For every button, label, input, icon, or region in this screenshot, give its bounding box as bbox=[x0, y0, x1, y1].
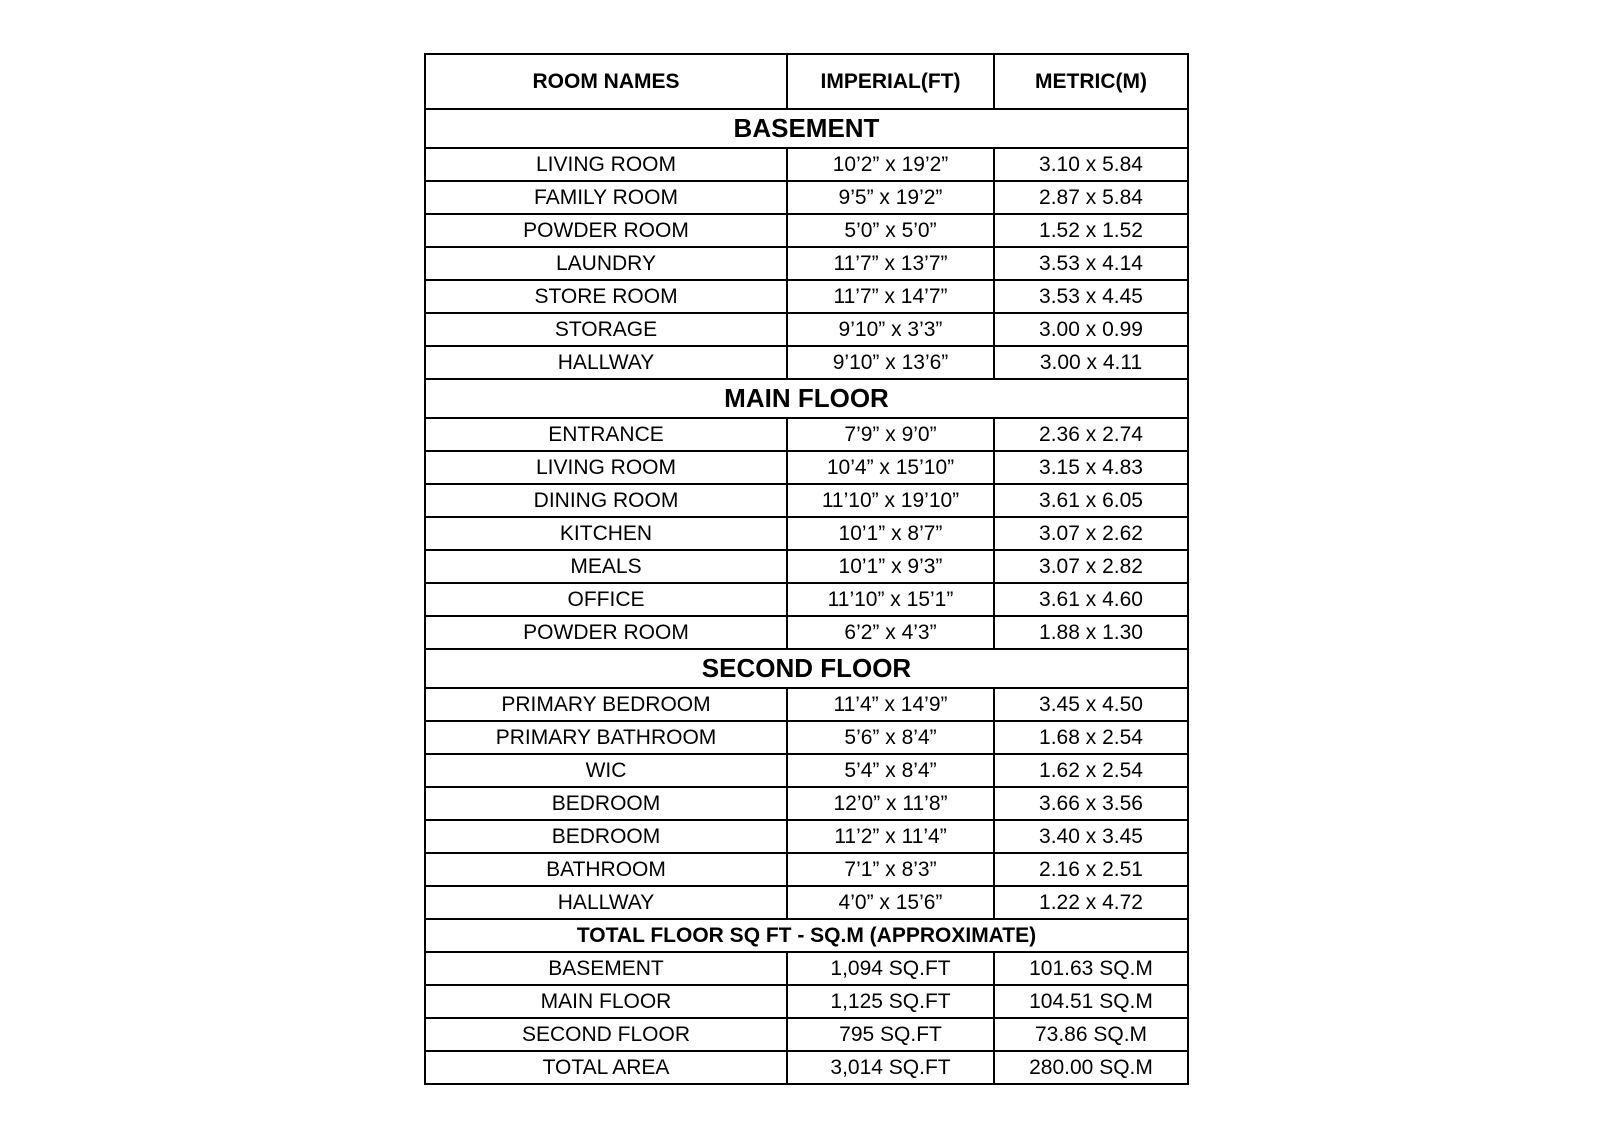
room-row bbox=[425, 280, 1188, 313]
metric-cell: 3.66 x 3.56 bbox=[994, 787, 1188, 820]
room-name-cell: STORAGE bbox=[425, 313, 787, 346]
metric-cell: 3.10 x 5.84 bbox=[994, 148, 1188, 181]
metric-cell: 73.86 SQ.M bbox=[994, 1018, 1188, 1051]
room-name-cell: BASEMENT bbox=[425, 952, 787, 985]
metric-cell: 3.53 x 4.14 bbox=[994, 247, 1188, 280]
imperial-cell: 11’2” x 11’4” bbox=[787, 820, 994, 853]
room-row bbox=[425, 886, 1188, 919]
section-title: MAIN FLOOR bbox=[425, 379, 1188, 418]
room-name-cell: HALLWAY bbox=[425, 346, 787, 379]
header-metric: METRIC(M) bbox=[994, 54, 1188, 109]
imperial-cell: 11’10” x 19’10” bbox=[787, 484, 994, 517]
room-row bbox=[425, 148, 1188, 181]
imperial-cell: 1,094 SQ.FT bbox=[787, 952, 994, 985]
header-row bbox=[425, 54, 1188, 109]
room-name-cell: OFFICE bbox=[425, 583, 787, 616]
metric-cell: 101.63 SQ.M bbox=[994, 952, 1188, 985]
total-row bbox=[425, 1018, 1188, 1051]
metric-cell: 2.16 x 2.51 bbox=[994, 853, 1188, 886]
room-row bbox=[425, 853, 1188, 886]
metric-cell: 1.88 x 1.30 bbox=[994, 616, 1188, 649]
room-name-cell: BATHROOM bbox=[425, 853, 787, 886]
metric-cell: 280.00 SQ.M bbox=[994, 1051, 1188, 1084]
room-row bbox=[425, 346, 1188, 379]
room-dimensions-table bbox=[424, 53, 1189, 1085]
section-header-row bbox=[425, 109, 1188, 148]
room-row bbox=[425, 418, 1188, 451]
metric-cell: 3.40 x 3.45 bbox=[994, 820, 1188, 853]
imperial-cell: 11’7” x 14’7” bbox=[787, 280, 994, 313]
imperial-cell: 10’4” x 15’10” bbox=[787, 451, 994, 484]
room-name-cell: LAUNDRY bbox=[425, 247, 787, 280]
room-name-cell: MEALS bbox=[425, 550, 787, 583]
room-name-cell: PRIMARY BATHROOM bbox=[425, 721, 787, 754]
metric-cell: 1.22 x 4.72 bbox=[994, 886, 1188, 919]
imperial-cell: 5’4” x 8’4” bbox=[787, 754, 994, 787]
metric-cell: 3.45 x 4.50 bbox=[994, 688, 1188, 721]
room-row bbox=[425, 616, 1188, 649]
room-name-cell: HALLWAY bbox=[425, 886, 787, 919]
imperial-cell: 3,014 SQ.FT bbox=[787, 1051, 994, 1084]
room-name-cell: KITCHEN bbox=[425, 517, 787, 550]
metric-cell: 2.87 x 5.84 bbox=[994, 181, 1188, 214]
imperial-cell: 6’2” x 4’3” bbox=[787, 616, 994, 649]
room-row bbox=[425, 451, 1188, 484]
room-name-cell: ENTRANCE bbox=[425, 418, 787, 451]
room-name-cell: WIC bbox=[425, 754, 787, 787]
room-name-cell: LIVING ROOM bbox=[425, 148, 787, 181]
room-row bbox=[425, 721, 1188, 754]
room-name-cell: BEDROOM bbox=[425, 820, 787, 853]
total-row bbox=[425, 952, 1188, 985]
imperial-cell: 9’5” x 19’2” bbox=[787, 181, 994, 214]
total-row bbox=[425, 1051, 1188, 1084]
header-imperial: IMPERIAL(FT) bbox=[787, 54, 994, 109]
metric-cell: 1.52 x 1.52 bbox=[994, 214, 1188, 247]
metric-cell: 3.61 x 6.05 bbox=[994, 484, 1188, 517]
room-name-cell: PRIMARY BEDROOM bbox=[425, 688, 787, 721]
room-name-cell: POWDER ROOM bbox=[425, 214, 787, 247]
room-row bbox=[425, 820, 1188, 853]
total-row bbox=[425, 985, 1188, 1018]
metric-cell: 3.07 x 2.62 bbox=[994, 517, 1188, 550]
metric-cell: 3.07 x 2.82 bbox=[994, 550, 1188, 583]
table-body bbox=[425, 54, 1188, 1084]
metric-cell: 3.61 x 4.60 bbox=[994, 583, 1188, 616]
header-room-names: ROOM NAMES bbox=[425, 54, 787, 109]
metric-cell: 2.36 x 2.74 bbox=[994, 418, 1188, 451]
imperial-cell: 12’0” x 11’8” bbox=[787, 787, 994, 820]
totals-header-row bbox=[425, 919, 1188, 952]
imperial-cell: 11’10” x 15’1” bbox=[787, 583, 994, 616]
imperial-cell: 11’7” x 13’7” bbox=[787, 247, 994, 280]
metric-cell: 3.00 x 0.99 bbox=[994, 313, 1188, 346]
room-row bbox=[425, 754, 1188, 787]
imperial-cell: 7’9” x 9’0” bbox=[787, 418, 994, 451]
room-row bbox=[425, 583, 1188, 616]
imperial-cell: 1,125 SQ.FT bbox=[787, 985, 994, 1018]
imperial-cell: 10’1” x 8’7” bbox=[787, 517, 994, 550]
imperial-cell: 9’10” x 13’6” bbox=[787, 346, 994, 379]
imperial-cell: 10’1” x 9’3” bbox=[787, 550, 994, 583]
room-name-cell: SECOND FLOOR bbox=[425, 1018, 787, 1051]
totals-title: TOTAL FLOOR SQ FT - SQ.M (APPROXIMATE) bbox=[425, 919, 1188, 952]
metric-cell: 1.68 x 2.54 bbox=[994, 721, 1188, 754]
room-name-cell: STORE ROOM bbox=[425, 280, 787, 313]
metric-cell: 3.15 x 4.83 bbox=[994, 451, 1188, 484]
room-name-cell: BEDROOM bbox=[425, 787, 787, 820]
room-name-cell: FAMILY ROOM bbox=[425, 181, 787, 214]
room-row bbox=[425, 214, 1188, 247]
imperial-cell: 795 SQ.FT bbox=[787, 1018, 994, 1051]
room-name-cell: LIVING ROOM bbox=[425, 451, 787, 484]
room-row bbox=[425, 313, 1188, 346]
imperial-cell: 10’2” x 19’2” bbox=[787, 148, 994, 181]
section-header-row bbox=[425, 649, 1188, 688]
metric-cell: 1.62 x 2.54 bbox=[994, 754, 1188, 787]
room-name-cell: TOTAL AREA bbox=[425, 1051, 787, 1084]
room-row bbox=[425, 247, 1188, 280]
section-title: BASEMENT bbox=[425, 109, 1188, 148]
imperial-cell: 7’1” x 8’3” bbox=[787, 853, 994, 886]
imperial-cell: 11’4” x 14’9” bbox=[787, 688, 994, 721]
room-row bbox=[425, 550, 1188, 583]
room-name-cell: MAIN FLOOR bbox=[425, 985, 787, 1018]
room-name-cell: POWDER ROOM bbox=[425, 616, 787, 649]
metric-cell: 3.00 x 4.11 bbox=[994, 346, 1188, 379]
room-row bbox=[425, 787, 1188, 820]
section-title: SECOND FLOOR bbox=[425, 649, 1188, 688]
room-row bbox=[425, 517, 1188, 550]
imperial-cell: 5’6” x 8’4” bbox=[787, 721, 994, 754]
imperial-cell: 9’10” x 3’3” bbox=[787, 313, 994, 346]
imperial-cell: 5’0” x 5’0” bbox=[787, 214, 994, 247]
room-row bbox=[425, 688, 1188, 721]
room-row bbox=[425, 484, 1188, 517]
room-name-cell: DINING ROOM bbox=[425, 484, 787, 517]
metric-cell: 3.53 x 4.45 bbox=[994, 280, 1188, 313]
metric-cell: 104.51 SQ.M bbox=[994, 985, 1188, 1018]
imperial-cell: 4’0” x 15’6” bbox=[787, 886, 994, 919]
section-header-row bbox=[425, 379, 1188, 418]
room-row bbox=[425, 181, 1188, 214]
